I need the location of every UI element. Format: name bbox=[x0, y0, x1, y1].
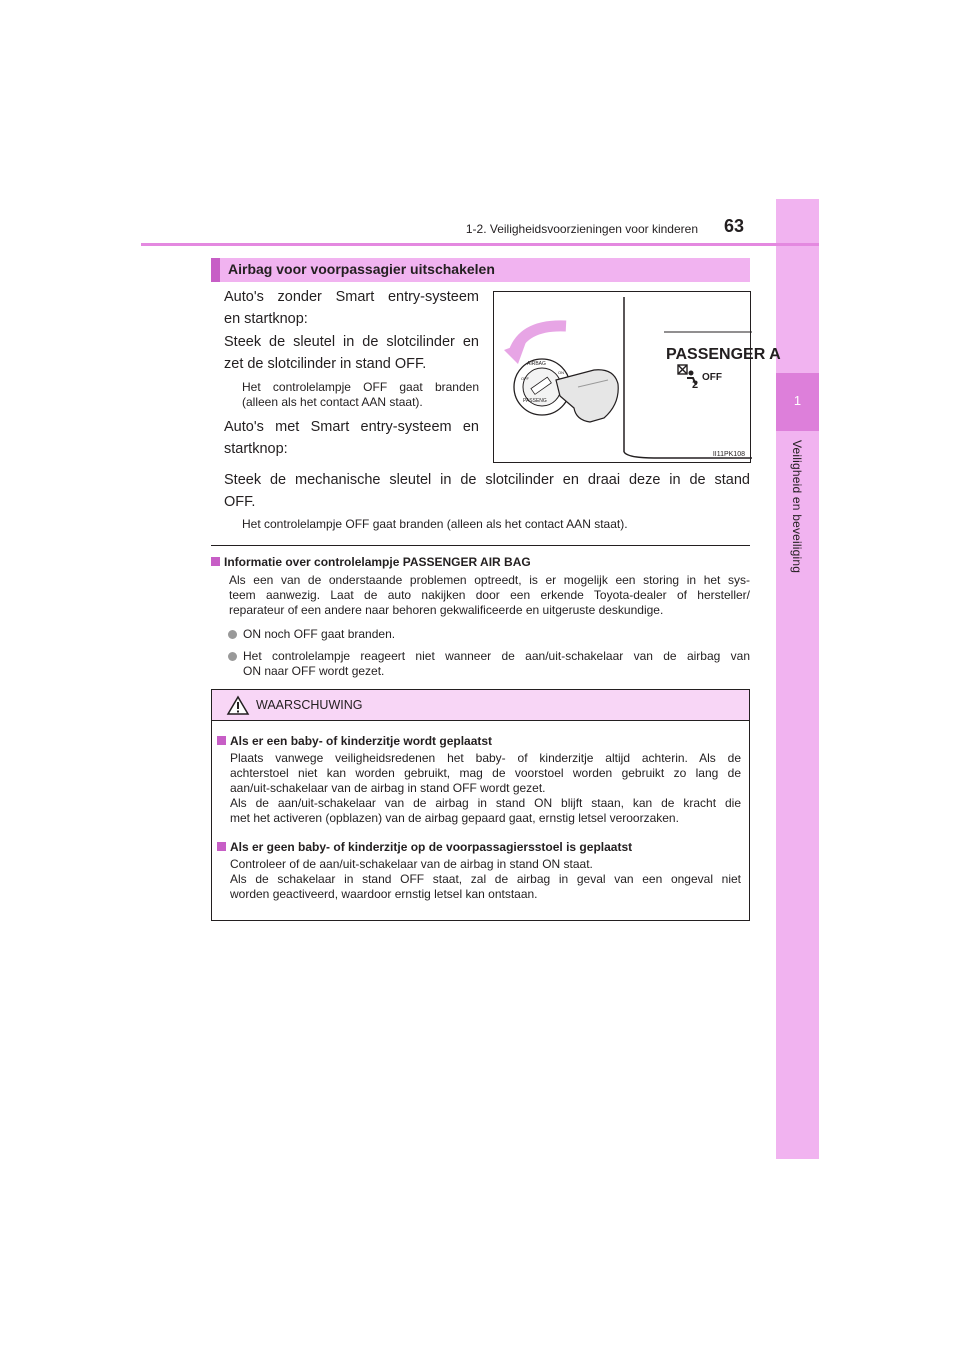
note-off-lamp-2: Het controlelampje OFF gaat branden (alleen als het contact AAN staat). bbox=[242, 517, 628, 531]
text-line: aan/uit-schakelaar van de airbag in stand OFF wordt gezet. bbox=[230, 781, 546, 795]
text-line: Als de schakelaar in stand OFF staat, zal de airbag in geval van een ongeval niet bbox=[230, 872, 741, 886]
switch-airbag-label: AIRBAG bbox=[527, 361, 546, 367]
warning-item-1-heading bbox=[217, 734, 747, 749]
switch-off-label: OFF bbox=[521, 376, 529, 381]
chapter-title: Veiligheid en beveiliging bbox=[790, 440, 804, 574]
text-line: Het controlelampje reageert niet wanneer de aan/uit-schakelaar van de airbag van bbox=[243, 649, 750, 663]
text-line: startknop: bbox=[224, 441, 288, 457]
square-bullet-icon bbox=[217, 842, 226, 851]
warning-box bbox=[211, 689, 750, 921]
warning-item-1-body bbox=[230, 751, 741, 826]
figure-code: II11PK108 bbox=[712, 451, 745, 458]
text-line: OFF. bbox=[224, 494, 256, 510]
info-title: Informatie over controlelampje PASSENGER AIR BAG bbox=[224, 555, 531, 569]
text-line: achterstoel niet kan worden gebruikt, mag de voorstoel worden gebruikt zo lang de bbox=[230, 766, 741, 780]
section-divider bbox=[211, 545, 750, 546]
note-off-lamp-1 bbox=[242, 380, 479, 410]
passenger-airbag-text: PASSENGER A bbox=[666, 346, 781, 363]
text-line: met het activeren (opblazen) van de airbag gepaard gaat, ernstig letsel veroorzaken. bbox=[230, 811, 679, 825]
info-bullet-1: ON noch OFF gaat branden. bbox=[243, 627, 396, 641]
off-indicator-text: OFF bbox=[702, 372, 722, 383]
para-insert-key bbox=[224, 331, 479, 375]
text-line: zet de slotcilinder in stand OFF. bbox=[224, 356, 427, 372]
text-line: en startknop: bbox=[224, 311, 308, 327]
chapter-number: 1 bbox=[793, 393, 802, 408]
text-line: Als een van de onderstaande problemen optreedt, is er mogelijk een storing in het sys- bbox=[229, 573, 750, 587]
text-line: Het controlelampje OFF gaat branden bbox=[242, 380, 479, 394]
airbag-off-icon bbox=[678, 365, 698, 391]
switch-passenger-label: PASSENG bbox=[523, 398, 547, 404]
para-mechanical-key bbox=[224, 469, 750, 513]
text-line: Steek de mechanische sleutel in de slotcilinder en draai deze in de stand bbox=[224, 472, 750, 488]
header-section-title: 1-2. Veiligheidsvoorzieningen voor kinderen bbox=[465, 222, 698, 236]
text-line: Steek de sleutel in de slotcilinder en bbox=[224, 334, 479, 350]
text-line: Auto's zonder Smart entry-systeem bbox=[224, 289, 479, 305]
text-line: Plaats vanwege veiligheidsredenen het baby- of kinderzitje altijd achterin. Als de bbox=[230, 751, 741, 765]
para-no-smart-entry bbox=[224, 286, 479, 330]
warning-item-1-title: Als er een baby- of kinderzitje wordt geplaatst bbox=[230, 734, 493, 748]
text-line: ON naar OFF wordt gezet. bbox=[243, 664, 385, 678]
text-line: Als de aan/uit-schakelaar van de airbag in stand ON blijft staan, kan de kracht die bbox=[230, 796, 741, 810]
warning-header bbox=[212, 690, 749, 721]
section-heading-text: Airbag voor voorpassagier uitschakelen bbox=[228, 261, 495, 277]
warning-item-2-title: Als er geen baby- of kinderzitje op de voorpassagiersstoel is geplaatst bbox=[230, 840, 633, 854]
warning-item-2-heading bbox=[217, 840, 747, 855]
warning-item-2-body bbox=[230, 857, 741, 902]
text-line: teem aanwezig. Laat de auto nakijken door een erkende Toyota-dealer of hersteller/ bbox=[229, 588, 750, 602]
square-bullet-icon bbox=[211, 557, 220, 566]
bullet-dot-icon bbox=[228, 630, 237, 639]
warning-triangle-icon bbox=[227, 696, 249, 715]
info-bullet-2 bbox=[243, 649, 750, 679]
info-heading bbox=[211, 555, 750, 570]
bullet-dot-icon bbox=[228, 652, 237, 661]
switch-on-label: ON bbox=[558, 370, 564, 375]
text-line: Controleer of de aan/uit-schakelaar van de airbag in stand ON staat. bbox=[230, 857, 593, 871]
header-rule bbox=[141, 243, 819, 246]
text-line: reparateur of een andere naar behoren gekwalificeerde en uitgeruste deskundige. bbox=[229, 603, 664, 617]
text-line: (alleen als het contact AAN staat). bbox=[242, 395, 423, 409]
key-fob bbox=[556, 370, 618, 422]
para-smart-entry bbox=[224, 416, 479, 460]
svg-text:2: 2 bbox=[692, 379, 699, 391]
figure-illustration bbox=[494, 292, 781, 464]
warning-title: WAARSCHUWING bbox=[256, 698, 363, 712]
airbag-switch-figure bbox=[493, 291, 781, 463]
section-heading bbox=[211, 258, 750, 282]
chapter-side-tab bbox=[776, 199, 819, 1159]
info-paragraph bbox=[229, 573, 750, 618]
page-number: 63 bbox=[724, 216, 745, 236]
text-line: Auto's met Smart entry-systeem en bbox=[224, 419, 479, 435]
square-bullet-icon bbox=[217, 736, 226, 745]
text-line: worden geactiveerd, waardoor ernstig letsel kan ontstaan. bbox=[230, 887, 538, 901]
